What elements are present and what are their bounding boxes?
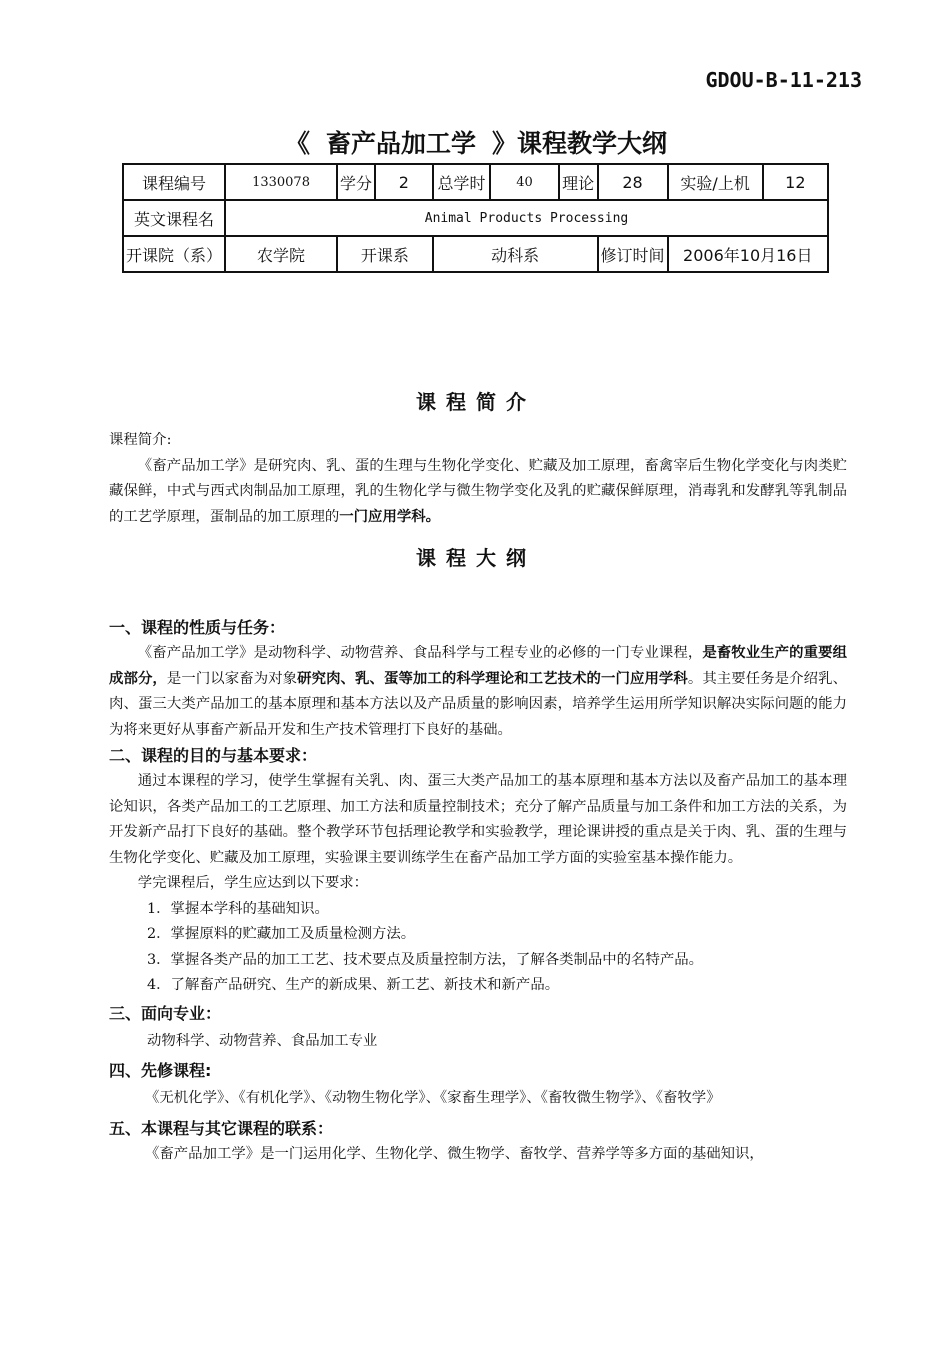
course-info-table xyxy=(122,163,829,273)
page-title xyxy=(0,124,952,160)
revised-value: 2006年10月16日 xyxy=(668,236,828,272)
english-name-label: 英文课程名 xyxy=(123,200,225,236)
lab-label: 实验/上机 xyxy=(668,164,763,200)
intro-paragraph xyxy=(109,454,847,531)
theory-label: 理论 xyxy=(559,164,598,200)
credit-label: 学分 xyxy=(337,164,375,200)
table-row xyxy=(123,200,828,236)
section-1-paragraph xyxy=(109,641,847,743)
section-4-text: 《无机化学》、《有机化学》、《动物生物化学》、《家畜生理学》、《畜牧微生物学》、《畜牧学》 xyxy=(145,1090,721,1106)
total-hours-value: 40 xyxy=(490,164,558,200)
intro-text-bold: 一门应用学科。 xyxy=(339,508,441,525)
college-label: 开课院（系） xyxy=(123,236,225,272)
title-course-name: 畜产品加工学 xyxy=(325,129,476,158)
section-1-bold-2: 研究肉、乳、蛋等加工的科学理论和工艺技术的一门应用学科 xyxy=(297,670,688,687)
title-suffix: 》课程教学大纲 xyxy=(492,129,668,158)
intro-section xyxy=(109,428,847,530)
intro-text: 《畜产品加工学》是研究肉、乳、蛋的生理与生物化学变化、贮藏及加工原理，畜禽宰后生物化学变化与肉类贮藏保鲜，中式与西式肉制品加工原理，乳的生物化学与微生物学变化及乳的贮藏保鲜原理，消毒乳和发酵乳等乳制品的工艺学原理，蛋制品的加工原理的 xyxy=(109,457,847,525)
credit-value: 2 xyxy=(375,164,433,200)
section-1-text: 《畜产品加工学》是动物科学、动物营养、食品科学与工程专业的必修的一门专业课程， xyxy=(137,645,703,661)
outline-sections xyxy=(109,615,847,1167)
dept-label: 开课系 xyxy=(337,236,433,272)
revised-label: 修订时间 xyxy=(598,236,668,272)
document-code: GDOU-B-11-213 xyxy=(705,68,862,92)
section-2-paragraph: 通过本课程的学习，使学生掌握有关乳、肉、蛋三大类产品加工的基本原理和基本方法以及畜产品加工的基本理论知识，各类产品加工的工艺原理、加工方法和质量控制技术；充分了解产品质量与加工条件和加工方法的关系，为开发新产品打下良好的基础。整个教学环节包括理论教学和实验教学，理论课讲授的重点是关于肉、乳、蛋的生理与生物化学变化、贮藏及加工原理，实验课主要训练学生在畜产品加工学方面的实验室基本操作能力。 xyxy=(109,773,847,866)
lab-value: 12 xyxy=(763,164,828,200)
outline-heading: 课程大纲 xyxy=(416,546,536,570)
section-1-text-2: 是一门以家畜为对象 xyxy=(166,670,298,687)
table-row xyxy=(123,236,828,272)
list-item: 2．掌握原料的贮藏加工及质量检测方法。 xyxy=(147,926,416,942)
section-5-title: 五、本课程与其它课程的联系： xyxy=(109,1118,334,1138)
total-hours-label: 总学时 xyxy=(433,164,491,200)
section-5-text: 《畜产品加工学》是一门运用化学、生物化学、微生物学、畜牧学、营养学等多方面的基础知识， xyxy=(145,1145,764,1162)
list-item: 3．掌握各类产品的加工工艺、技术要点及质量控制方法，了解各类制品中的名特产品。 xyxy=(147,951,704,968)
english-name-value: Animal Products Processing xyxy=(225,200,828,236)
list-item: 4．了解畜产品研究、生产的新成果、新工艺、新技术和新产品。 xyxy=(147,977,560,993)
table-row xyxy=(123,164,828,200)
title-open-bracket: 《 xyxy=(284,129,310,158)
section-1-bold-1: 是畜牧业生产的重要组成部分， xyxy=(109,645,847,687)
intro-label: 课程简介: xyxy=(109,432,172,448)
college-value: 农学院 xyxy=(225,236,337,272)
section-4-title: 四、先修课程: xyxy=(109,1061,212,1080)
list-item: 1．掌握本学科的基础知识。 xyxy=(147,900,329,917)
section-2-title: 二、课程的目的与基本要求： xyxy=(109,746,318,765)
dept-value: 动科系 xyxy=(433,236,598,272)
intro-heading: 课程简介 xyxy=(416,390,536,414)
course-no-value: 1330078 xyxy=(225,164,337,200)
section-3-text: 动物科学、动物营养、食品加工专业 xyxy=(147,1032,378,1049)
theory-value: 28 xyxy=(598,164,668,200)
requirements-intro: 学完课程后，学生应达到以下要求： xyxy=(137,875,369,891)
section-1-text-3: 。其主要任务是介绍乳、肉、蛋三大类产品加工的基本原理和基本方法以及产品质量的影响因素，培养学生运用所学知识解决实际问题的能力为将来更好从事畜产新品开发和生产技术管理打下良好的基础。 xyxy=(109,670,847,738)
section-3-title: 三、面向专业： xyxy=(109,1003,222,1023)
section-1-title: 一、课程的性质与任务： xyxy=(109,618,286,637)
course-no-label: 课程编号 xyxy=(123,164,225,200)
